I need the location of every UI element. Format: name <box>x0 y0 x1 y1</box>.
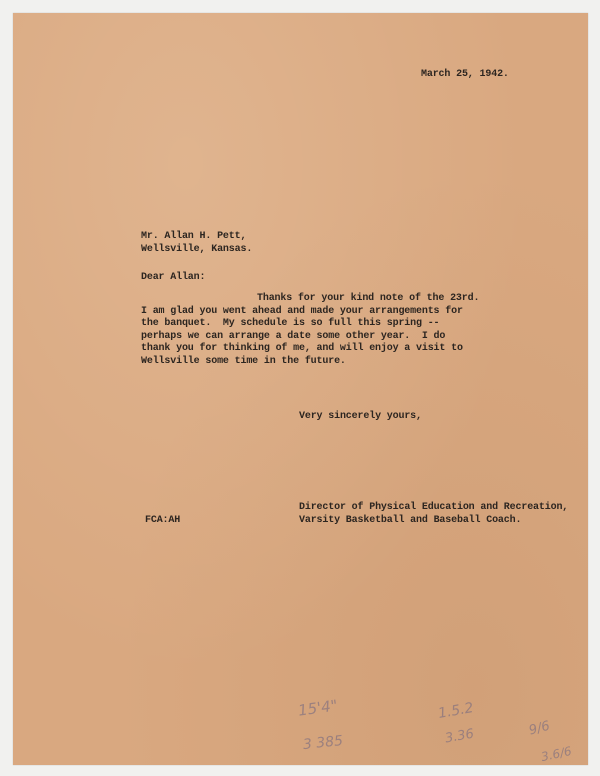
recipient-address-line: Wellsville, Kansas. <box>141 243 253 255</box>
body-line: Thanks for your kind note of the 23rd. <box>257 293 480 304</box>
complimentary-close: Very sincerely yours, <box>299 411 422 422</box>
letter-sheet <box>13 13 588 765</box>
pencil-note: 9/6 <box>527 718 552 739</box>
pencil-note: 3 385 <box>302 732 344 754</box>
recipient-address-line: Mr. Allan H. Pett, <box>141 231 247 242</box>
letter-date: March 25, 1942. <box>421 69 509 80</box>
pencil-note: 15'4" <box>296 696 339 720</box>
body-line: thank you for thinking of me, and will enjoy a visit to <box>141 343 463 355</box>
body-line: I am glad you went ahead and made your arrangements for <box>141 305 463 317</box>
salutation: Dear Allan: <box>141 272 206 283</box>
reference-initials: FCA:AH <box>145 515 181 526</box>
body-line: Wellsville some time in the future. <box>141 356 346 367</box>
pencil-note: 1.5.2 <box>436 700 475 722</box>
signature-title-line: Varsity Basketball and Baseball Coach. <box>299 514 522 526</box>
body-line: perhaps we can arrange a date some other year. I do <box>141 330 446 342</box>
pencil-note: 3.6/6 <box>539 743 573 765</box>
body-line: the banquet. My schedule is so full this spring -- <box>141 318 440 330</box>
pencil-note: 3.36 <box>443 726 476 747</box>
signature-title-line: Director of Physical Education and Recreation, <box>299 502 569 513</box>
